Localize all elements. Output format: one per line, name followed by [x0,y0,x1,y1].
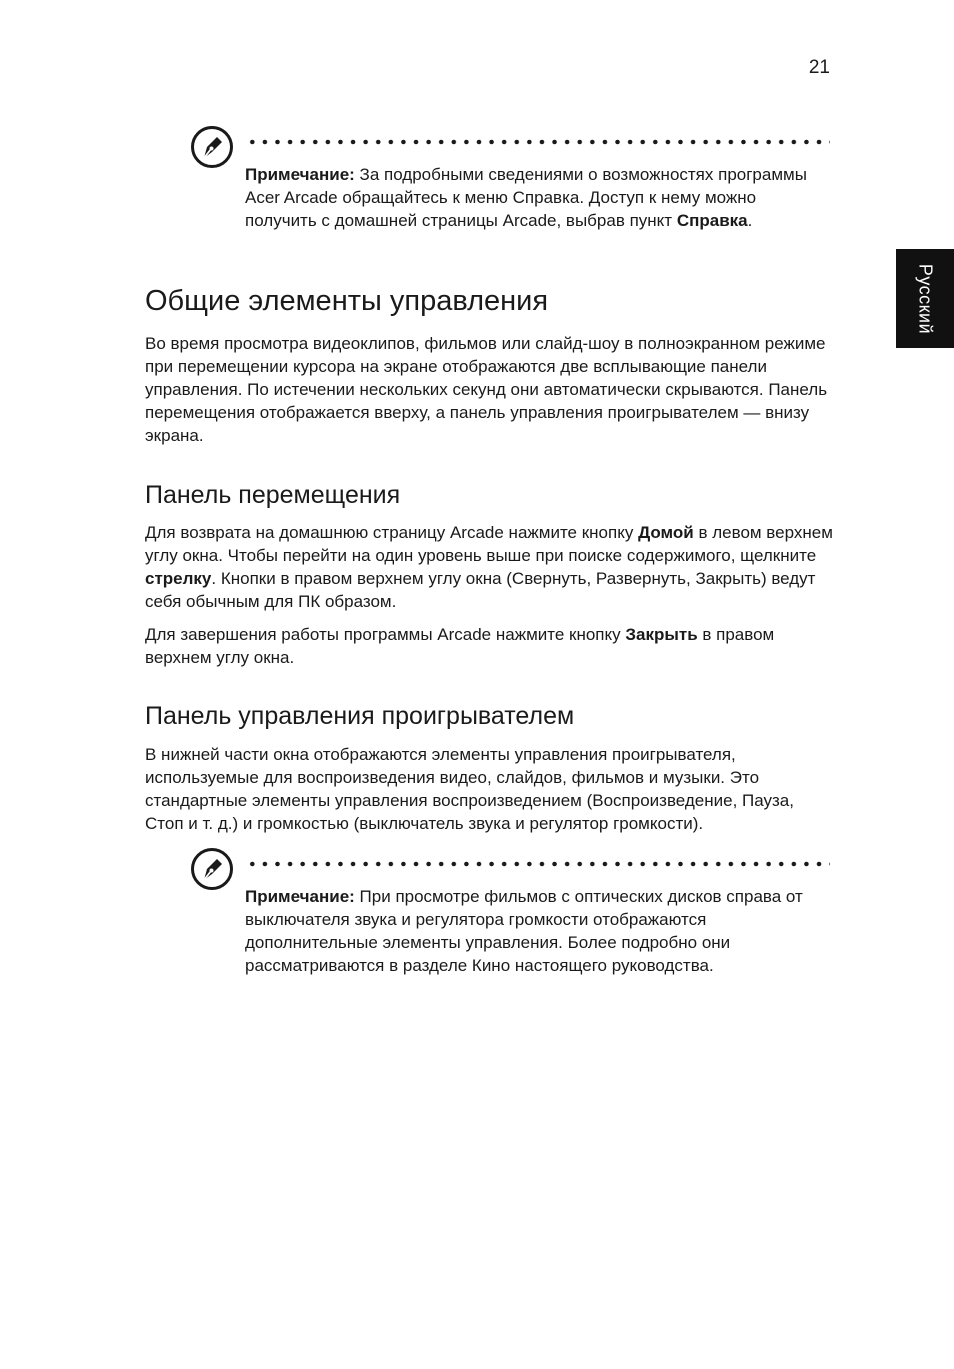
note-pen-icon [190,125,234,169]
language-tab [896,249,954,348]
note-label: Примечание: [245,165,355,184]
dotted-rule [246,139,830,145]
note-pen-icon [190,847,234,891]
dotted-rule [246,861,830,867]
note-box [190,125,830,265]
note-box [190,847,830,1007]
note-text: Примечание: За подробными сведениями о возможностях программы Acer Arcade обращайтесь к меню Справка. Доступ к нему можно получить с домашней страницы Arcade, выбрав пункт Справка. [245,165,807,230]
subsection-title-navigation: Панель перемещения [145,481,401,509]
section-intro: Во время просмотра видеоклипов, фильмов или слайд-шоу в полноэкранном режиме при перемещении курсора на экране отображаются две всплывающие панели управления. По истечении нескольких секунд они автоматически скрываются. Панель перемещения отображается вверху, а панель управления проигрывателем — внизу экрана. [145,334,828,445]
section-title: Общие элементы управления [145,285,549,317]
navigation-paragraph-2: Для завершения работы программы Arcade нажмите кнопку Закрыть в правом верхнем углу окна. [145,625,775,667]
player-paragraph: В нижней части окна отображаются элементы управления проигрывателя, используемые для воспроизведения видео, слайдов, фильмов и музыки. Это стандартные элементы управления воспроизведением (Воспроизведение, Пауза, Стоп и т. д.) и громкостью (выключатель звука и регулятор громкости). [145,745,794,833]
page-number: 21 [808,57,830,78]
note-label: Примечание: [245,887,355,906]
navigation-paragraph-1: Для возврата на домашнюю страницу Arcade нажмите кнопку Домой в левом верхнем углу окна. Чтобы перейти на один уровень выше при поиске содержимого, щелкните стрелку. Кнопки в правом верхнем углу окна (Свернуть, Развернуть, Закрыть) ведут себя обычным для ПК образом. [145,523,833,611]
subsection-title-player: Панель управления проигрывателем [145,702,575,730]
language-tab-label: Русский [915,263,936,335]
note-text: Примечание: При просмотре фильмов с оптических дисков справа от выключателя звука и регулятора громкости отображаются дополнительные элементы управления. Более подробно они рассматриваются в разделе Кино настоящего руководства. [245,887,803,975]
